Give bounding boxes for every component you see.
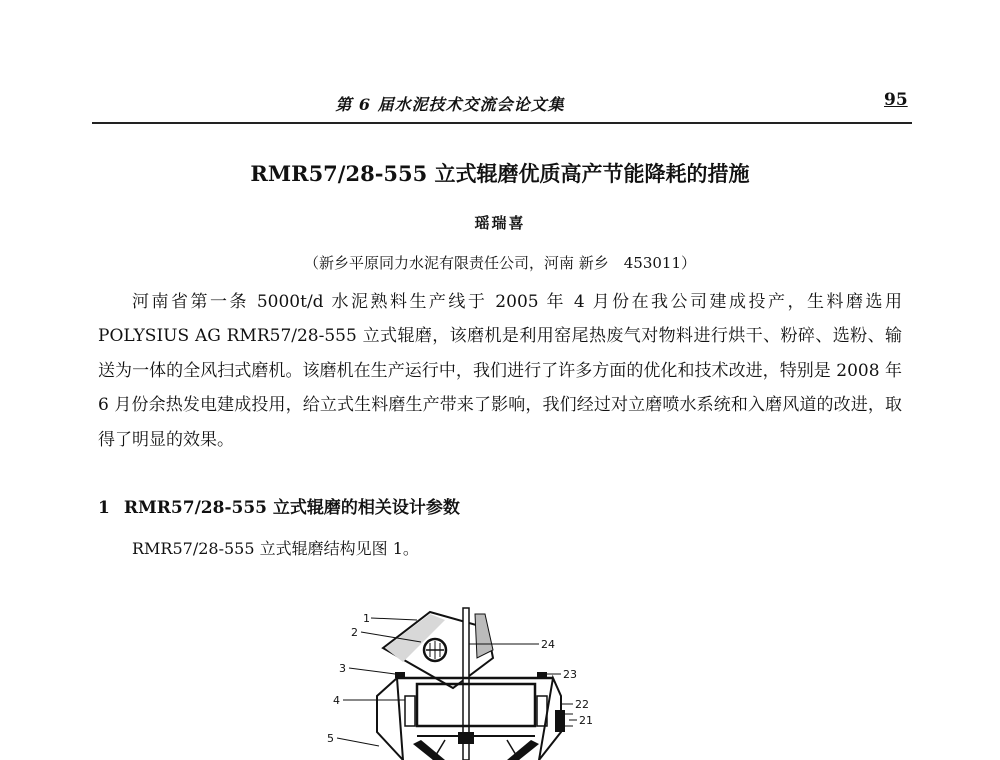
section-1-paragraph: RMR57/28-555 立式辊磨结构见图 1。 <box>132 539 419 558</box>
section-number: 1 <box>98 498 110 518</box>
header-rule <box>92 122 912 124</box>
callout-21: 21 <box>579 714 593 727</box>
affiliation: （新乡平原同力水泥有限责任公司，河南 新乡 453011） <box>303 254 697 272</box>
callout-4: 4 <box>333 694 340 707</box>
roller-mill-drawing <box>325 600 605 760</box>
section-1-heading <box>98 493 460 518</box>
mill-body-left <box>377 678 403 760</box>
page-number: 95 <box>884 90 908 110</box>
figure-1 <box>325 600 605 760</box>
callout-3: 3 <box>339 662 346 675</box>
callout-24: 24 <box>541 638 555 651</box>
callout-22: 22 <box>575 698 589 711</box>
callout-2: 2 <box>351 626 358 639</box>
callout-5: 5 <box>327 732 334 745</box>
author-name: 瑶瑞喜 <box>474 214 526 232</box>
callout-23: 23 <box>563 668 577 681</box>
section-title: RMR57/28-555 立式辊磨的相关设计参数 <box>123 498 460 518</box>
callout-1: 1 <box>363 612 370 625</box>
paper-title: RMR57/28-555 立式辊磨优质高产节能降耗的措施 <box>250 161 750 186</box>
intro-paragraph: 河南省第一条 5000t/d 水泥熟料生产线于 2005 年 4 月份在我公司建成投产，生料磨选用 POLYSIUS AG RMR57/28-555 立式辊磨，该磨机是利用窑尾热废气对物料进行烘干、粉碎、选粉、输送为一体的全风扫式磨机。该磨机在生产运行中，我们进行了许多方面的优化和技术改进，特别是 2008 年 6 月份余热发电建成投用，给立式生料磨生产带来了影响，我们经过对立磨喷水系统和入磨风道的改进，取得了明显的效果。 <box>98 292 902 450</box>
inner-chamber <box>417 684 535 726</box>
running-head: 第 6 届水泥技术交流会论文集 <box>335 95 565 114</box>
